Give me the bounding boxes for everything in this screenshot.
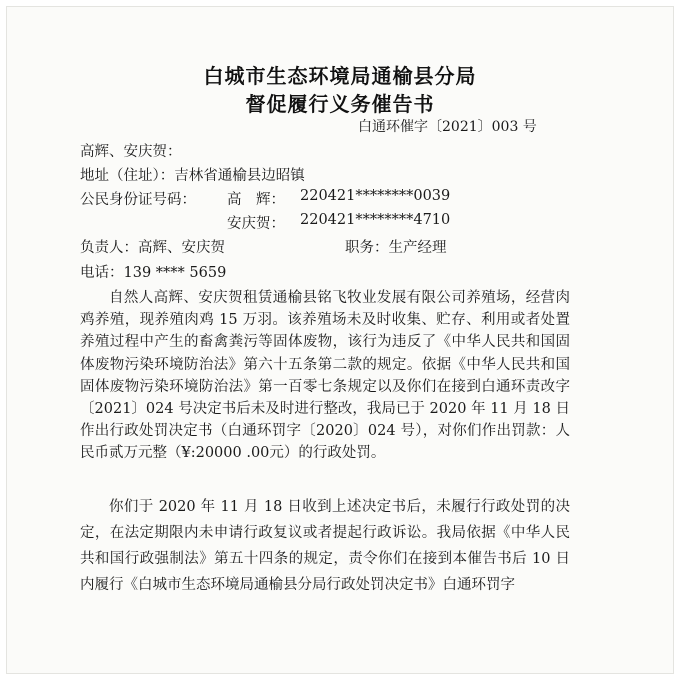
recipients: 高辉、安庆贺： (80, 144, 182, 160)
position: 职务：生产经理 (345, 240, 447, 256)
address: 地址（住址）：吉林省通榆县边昭镇 (80, 168, 305, 184)
paragraph-2: 你们于 2020 年 11 月 18 日收到上述决定书后，未履行行政处罚的决定，在法定期限内未申请行政复议或者提起行政诉讼。我局依据《中华人民共和国行政强制法》第五十四条的规定，责令你们在接到本催告书后 10 日内履行《白城市生态环境局通榆县分局行政处罚决定书》白通环罚字 (80, 499, 570, 593)
id-label: 公民身份证号码： (80, 192, 196, 208)
paragraph-1: 自然人高辉、安庆贺租赁通榆县铭飞牧业发展有限公司养殖场，经营肉鸡养殖，现养殖肉鸡 15 万羽。该养殖场未及时收集、贮存、利用或者处置养殖过程中产生的畜禽粪污等固体废物，该行为违反了《中华人民共和国固体废物污染环境防治法》第六十五条第二款的规定。依据《中华人民共和国固体废物污染环境防治法》第一百零七条规定以及你们在接到白通环责改字〔2021〕024 号决定书后未及时进行整改，我局已于 2020 年 11 月 18 日作出行政处罚决定书（白通环罚字〔2020〕024 号），对你们作出罚款：人民币贰万元整（¥:20000 .00元）的行政处罚。 (80, 290, 570, 462)
responsible-person: 负责人：高辉、安庆贺 (80, 240, 225, 256)
id-name-1: 高 辉： (227, 192, 285, 208)
document-number: 白通环催字〔2021〕003 号 (358, 119, 537, 135)
phone: 电话：139 **** 5659 (80, 265, 227, 281)
id-name-2: 安庆贺： (227, 216, 285, 232)
document-title-line1: 白城市生态环境局通榆县分局 (203, 64, 477, 88)
document-title-line2: 督促履行义务催告书 (245, 92, 435, 116)
id-number-1: 220421********0039 (300, 188, 451, 204)
id-number-2: 220421********4710 (300, 212, 451, 228)
